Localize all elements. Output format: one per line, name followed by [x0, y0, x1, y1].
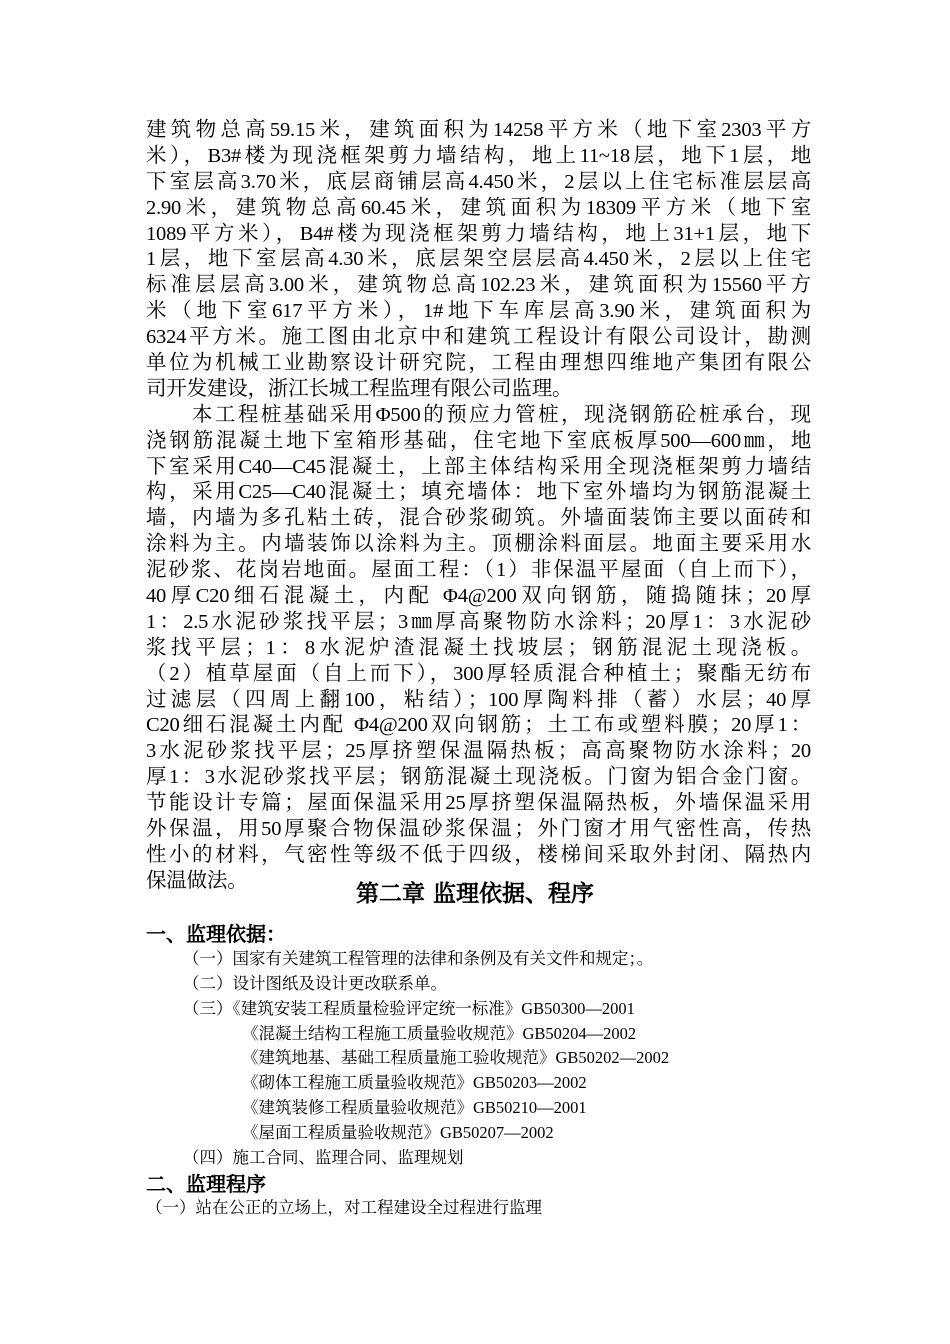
paragraph-line: 墙，内墙为多孔粘土砖，混合砂浆砌筑。外墙面装饰主要以面砖和: [146, 507, 811, 530]
paragraph-line: 保温做法。: [146, 869, 248, 892]
project-overview-paragraph: [146, 118, 811, 895]
paragraph-line: 浆找平层；1：8水泥炉渣混凝土找坡层；钢筋混泥土现浇板。: [146, 636, 811, 659]
list-item: 《砌体工程施工质量验收规范》GB50203—2002: [242, 1073, 587, 1092]
paragraph-line: 2.90米，建筑物总高60.45米，建筑面积为18309平方米（地下室: [146, 196, 811, 219]
paragraph-line: 1层，地下室层高4.30米，底层架空层层高4.450米，2层以上住宅: [146, 248, 811, 271]
list-item: （一）国家有关建筑工程管理的法律和条例及有关文件和规定；。: [183, 949, 654, 968]
paragraph-line: 浇钢筋混凝土地下室箱形基础，住宅地下室底板厚500—600㎜，地: [146, 429, 811, 452]
paragraph-line: 外保温，用50厚聚合物保温砂浆保温；外门窗才用气密性高，传热: [146, 818, 811, 841]
list-item: 《屋面工程质量验收规范》GB50207—2002: [242, 1123, 554, 1142]
list-item: （一）站在公正的立场上，对工程建设全过程进行监理: [146, 1198, 542, 1217]
list-item: 《建筑装修工程质量验收规范》GB50210—2001: [242, 1098, 587, 1117]
paragraph-line: （2）植草屋面（自上而下），300厚轻质混合种植土；聚酯无纺布: [146, 662, 811, 685]
paragraph-line: 标准层层高3.00米，建筑物总高102.23米，建筑面积为15560平方: [146, 274, 811, 297]
chapter-title: 第二章 监理依据、程序: [355, 881, 594, 907]
paragraph-line: 3水泥砂浆找平层；25厚挤塑保温隔热板；高高聚物防水涂料；20: [146, 740, 811, 763]
list-item: （四）施工合同、监理合同、监理规划: [183, 1148, 464, 1167]
paragraph-line: 下室层高3.70米，底层商铺层高4.450米，2层以上住宅标准层层高: [146, 170, 811, 193]
paragraph-line: 6324平方米。施工图由北京中和建筑工程设计有限公司设计，勘测: [146, 326, 811, 349]
paragraph-line: 厚1：3水泥砂浆找平层；钢筋混凝土现浇板。门窗为铝合金门窗。: [146, 766, 811, 789]
paragraph-line: 1：2.5水泥砂浆找平层；3㎜厚高聚物防水涂料；20厚1：3水泥砂: [146, 610, 811, 633]
list-item: （三）《建筑安装工程质量检验评定统一标准》GB50300—2001: [183, 999, 635, 1018]
paragraph-line: 下室采用C40—C45混凝土，上部主体结构采用全现浇框架剪力墙结: [146, 455, 811, 478]
section-heading-procedure: 二、监理程序: [146, 1172, 266, 1196]
paragraph-line: 泥砂浆、花岗岩地面。屋面工程：（1）非保温平屋面（自上而下），: [146, 559, 811, 582]
paragraph-line: 建筑物总高59.15米，建筑面积为14258平方米（地下室2303平方: [146, 119, 811, 141]
list-item: 《混凝土结构工程施工质量验收规范》GB50204—2002: [242, 1024, 637, 1043]
list-item: （二）设计图纸及设计更改联系单。: [183, 974, 447, 993]
paragraph-line: 性小的材料，气密性等级不低于四级，楼梯间采取外封闭、隔热内: [146, 843, 811, 866]
paragraph-line: 司开发建设，浙江长城工程监理有限公司监理。: [146, 377, 573, 400]
section-heading-basis: 一、监理依据：: [146, 922, 286, 946]
paragraph-line: 1089平方米），B4#楼为现浇框架剪力墙结构，地上31+1层，地下: [146, 222, 811, 245]
paragraph-line: 节能设计专篇；屋面保温采用25厚挤塑保温隔热板，外墙保温采用: [146, 792, 811, 815]
paragraph-line: 米（地下室617平方米），1#地下车库层高3.90米，建筑面积为: [146, 300, 811, 323]
list-item: 《建筑地基、基础工程质量施工验收规范》GB50202—2002: [242, 1048, 670, 1067]
paragraph-line: 涂料为主。内墙装饰以涂料为主。顶棚涂料面层。地面主要采用水: [146, 533, 811, 556]
paragraph-line: 构，采用C25—C40混凝土；填充墙体：地下室外墙均为钢筋混凝土: [146, 481, 811, 504]
paragraph-line: 单位为机械工业勘察设计研究院，工程由理想四维地产集团有限公: [146, 352, 811, 375]
paragraph-line: 本工程桩基础采用Φ500的预应力管桩，现浇钢筋砼桩承台，现: [146, 403, 811, 426]
paragraph-line: C20细石混凝土内配 Φ4@200双向钢筋；土工布或塑料膜；20厚1：: [146, 714, 811, 737]
paragraph-line: 过滤层（四周上翻100，粘结）；100厚陶料排（蓄）水层；40厚: [146, 688, 811, 711]
paragraph-line: 米），B3#楼为现浇框架剪力墙结构，地上11~18层，地下1层，地: [146, 144, 811, 167]
paragraph-line: 40厚C20细石混凝土，内配 Φ4@200双向钢筋，随捣随抹；20厚: [146, 585, 811, 608]
